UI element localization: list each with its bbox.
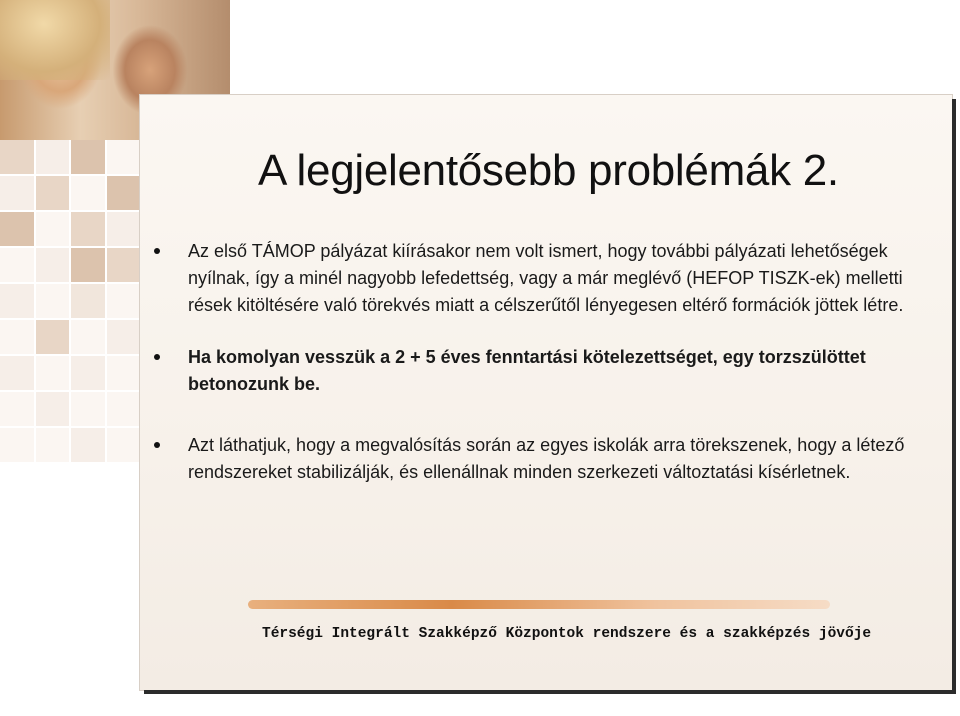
decor-tile (107, 212, 141, 246)
decor-tile (107, 176, 141, 210)
bullet-item (150, 432, 910, 486)
decor-tile (36, 176, 70, 210)
decor-tile (107, 320, 141, 354)
decor-tile (0, 356, 34, 390)
slide-footer: Térségi Integrált Szakképző Központok rendszere és a szakképzés jövője (262, 626, 872, 642)
decor-tile (71, 392, 105, 426)
decor-tile (71, 356, 105, 390)
slide-title: A legjelentősebb problémák 2. (258, 146, 839, 195)
decor-tile (0, 212, 34, 246)
bullet-list (150, 238, 910, 486)
decor-tile (36, 212, 70, 246)
decor-tile (107, 248, 141, 282)
decor-tile (36, 284, 70, 318)
decor-tile (0, 248, 34, 282)
decor-tile (71, 140, 105, 174)
decor-tile (0, 320, 34, 354)
decor-tile (107, 356, 141, 390)
decor-tile (0, 428, 34, 462)
bullet-text: Azt láthatjuk, hogy a megvalósítás során az egyes iskolák arra törekszenek, hogy a létező rendszereket stabilizálják, és ellenállnak minden szerkezeti változtatási kísérletnek. (188, 435, 905, 482)
photo-figure (0, 0, 110, 80)
bullet-item (150, 344, 910, 398)
decor-tile (36, 356, 70, 390)
decor-tile (107, 140, 141, 174)
decor-tile (71, 176, 105, 210)
bullet-item (150, 238, 910, 319)
decor-tile (71, 212, 105, 246)
decor-tile (107, 284, 141, 318)
decor-tile (36, 320, 70, 354)
decor-tile (107, 392, 141, 426)
accent-bar (248, 600, 830, 609)
decor-tile (0, 284, 34, 318)
decorative-tile-column (0, 140, 140, 716)
decor-tile (36, 428, 70, 462)
decor-tile (71, 320, 105, 354)
bullet-dot-icon (154, 442, 160, 448)
decor-tile (0, 392, 34, 426)
decor-tile (36, 140, 70, 174)
decor-tile (36, 392, 70, 426)
decor-tile (0, 176, 34, 210)
decor-tile (36, 248, 70, 282)
decor-tile (71, 428, 105, 462)
decor-tile (0, 140, 34, 174)
decor-tile (107, 428, 141, 462)
decor-tile (71, 248, 105, 282)
bullet-text: Az első TÁMOP pályázat kiírásakor nem volt ismert, hogy további pályázati lehetőségek nyílnak, így a minél nagyobb lefedettség, vagy a már meglévő (HEFOP TISZK-ek) melletti rések kitöltésére való törekvés miatt a célszerűtől lényegesen eltérő formációk jöttek létre. (188, 241, 904, 315)
bullet-dot-icon (154, 354, 160, 360)
decor-tile (71, 284, 105, 318)
bullet-dot-icon (154, 248, 160, 254)
bullet-text: Ha komolyan vesszük a 2 + 5 éves fenntartási kötelezettséget, egy torzszülöttet betonozunk be. (188, 347, 866, 394)
